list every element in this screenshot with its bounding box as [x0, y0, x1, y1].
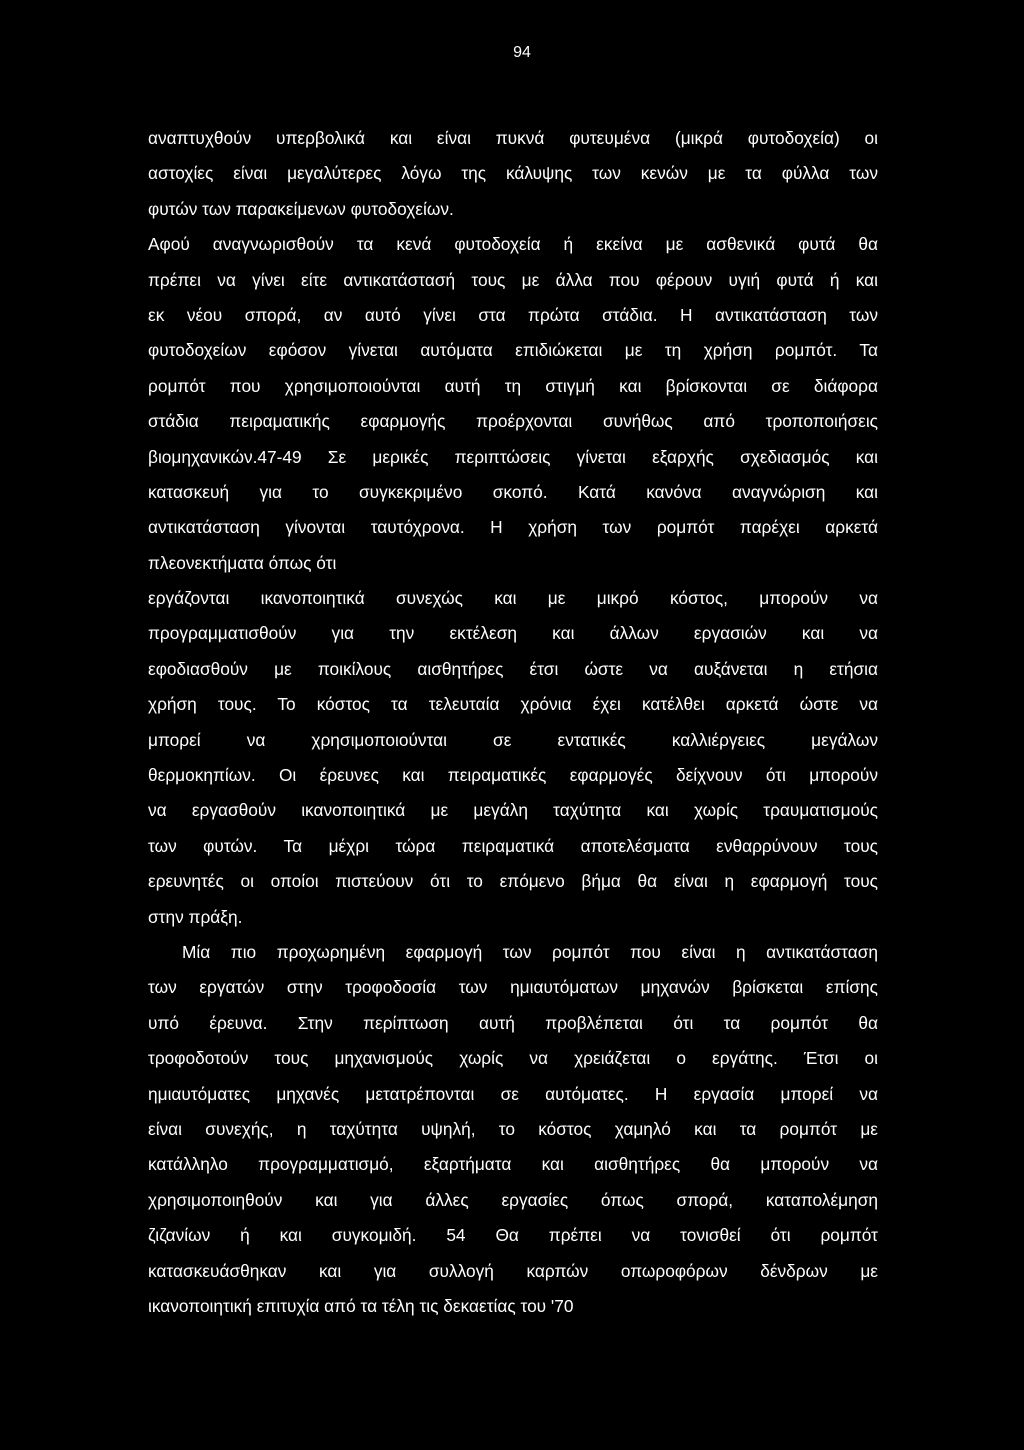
text-line: κατασκευή για το συγκεκριμένο σκοπό. Κατά κανόνα αναγνώριση και	[148, 481, 878, 502]
page-number: 94	[513, 44, 531, 61]
text-line: ημιαυτόματες μηχανές μετατρέπονται σε αυτόματες. Η εργασία μπορεί να	[148, 1083, 878, 1104]
text-line: εκ νέου σπορά, αν αυτό γίνει στα πρώτα στάδια. Η αντικατάσταση των	[148, 304, 878, 325]
text-line: ρομπότ που χρησιμοποιούνται αυτή τη στιγμή και βρίσκονται σε διάφορα	[148, 375, 878, 396]
text-line: μπορεί να χρησιμοποιούνται σε εντατικές καλλιέργειες μεγάλων	[148, 729, 878, 750]
text-line: των εργατών στην τροφοδοσία των ημιαυτόματων μηχανών βρίσκεται επίσης	[148, 977, 878, 998]
text-line: κατασκευάσθηκαν και για συλλογή καρπών οπωροφόρων δένδρων με	[148, 1260, 878, 1281]
text-line: στην πράξη.	[148, 906, 243, 927]
text-line: φυτοδοχείων εφόσον γίνεται αυτόματα επιδιώκεται με τη χρήση ρομπότ. Τα	[148, 340, 878, 361]
body-text	[148, 121, 878, 1324]
text-line: πλεονεκτήματα όπως ότι	[148, 552, 337, 573]
text-line: υπό έρευνα. Στην περίπτωση αυτή προβλέπεται ότι τα ρομπότ θα	[148, 1012, 878, 1033]
text-line: θερμοκηπίων. Οι έρευνες και πειραματικές εφαρμογές δείχνουν ότι μπορούν	[148, 765, 878, 786]
text-line: αστοχίες είναι μεγαλύτερες λόγω της κάλυψης των κενών με τα φύλλα των	[148, 163, 878, 184]
text-line: κατάλληλο προγραμματισμό, εξαρτήματα και αισθητήρες θα μπορούν να	[148, 1154, 878, 1175]
text-line: αναπτυχθούν υπερβολικά και είναι πυκνά φυτευμένα (μικρά φυτοδοχεία) οι	[148, 128, 878, 148]
text-line: στάδια πειραματικής εφαρμογής προέρχονται συνήθως από τροποποιήσεις	[148, 411, 878, 432]
text-line: είναι συνεχής, η ταχύτητα υψηλή, το κόστος χαμηλό και τα ρομπότ με	[148, 1118, 878, 1139]
text-line: αντικατάσταση γίνονται ταυτόχρονα. Η χρήση των ρομπότ παρέχει αρκετά	[148, 517, 878, 538]
text-line: των φυτών. Τα μέχρι τώρα πειραματικά αποτελέσματα ενθαρρύνουν τους	[148, 835, 878, 856]
text-line: εργάζονται ικανοποιητικά συνεχώς και με μικρό κόστος, μπορούν να	[148, 588, 878, 609]
text-line: ικανοποιητική επιτυχία από τα τέλη τις δεκαετίας του '70	[148, 1295, 574, 1316]
text-line: φυτών των παρακείμενων φυτοδοχείων.	[148, 198, 454, 219]
text-line: ερευνητές οι οποίοι πιστεύουν ότι το επόμενο βήμα θα είναι η εφαρμογή τους	[148, 871, 878, 892]
text-line: Αφού αναγνωρισθούν τα κενά φυτοδοχεία ή εκείνα με ασθενικά φυτά θα	[148, 234, 878, 255]
text-line: να εργασθούν ικανοποιητικά με μεγάλη ταχύτητα και χωρίς τραυματισμούς	[148, 800, 878, 821]
text-line: βιομηχανικών.47-49 Σε μερικές περιπτώσεις γίνεται εξαρχής σχεδιασμός και	[148, 446, 878, 467]
text-line: εφοδιασθούν με ποικίλους αισθητήρες έτσι ώστε να αυξάνεται η ετήσια	[148, 658, 878, 679]
text-line: χρησιμοποιηθούν και για άλλες εργασίες όπως σπορά, καταπολέμηση	[148, 1189, 878, 1210]
text-line: ζιζανίων ή και συγκομιδή. 54 Θα πρέπει να τονισθεί ότι ρομπότ	[148, 1225, 878, 1246]
text-line: χρήση τους. Το κόστος τα τελευταία χρόνια έχει κατέλθει αρκετά ώστε να	[148, 694, 878, 715]
text-line: πρέπει να γίνει είτε αντικατάστασή τους με άλλα που φέρουν υγιή φυτά ή και	[148, 269, 878, 290]
text-line: τροφοδοτούν τους μηχανισμούς χωρίς να χρειάζεται ο εργάτης. Έτσι οι	[148, 1048, 878, 1069]
text-line: προγραμματισθούν για την εκτέλεση και άλλων εργασιών και να	[148, 623, 878, 644]
text-line: Μία πιο προχωρημένη εφαρμογή των ρομπότ που είναι η αντικατάσταση	[182, 941, 878, 962]
